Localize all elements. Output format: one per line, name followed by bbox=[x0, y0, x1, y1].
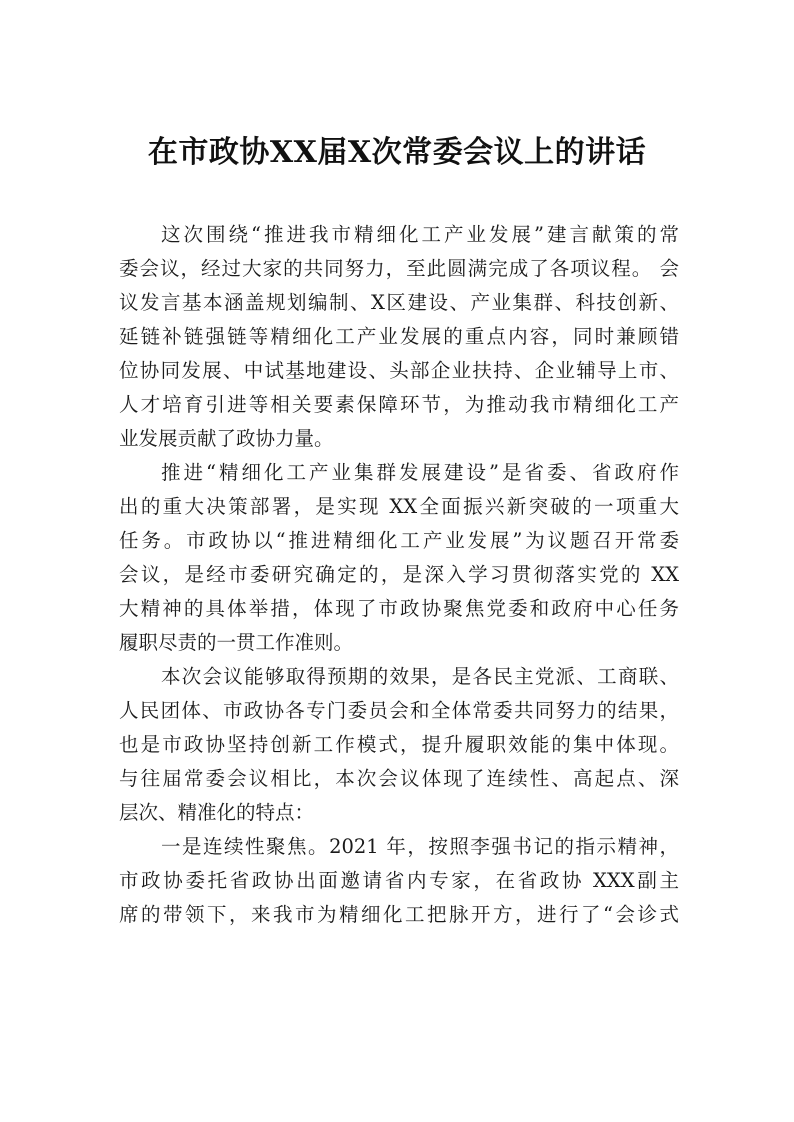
text-line: 任务。市政协以“推进精细化工产业发展”为议题召开常委 bbox=[119, 529, 679, 552]
text-line: 出的重大决策部署，是实现 XX全面振兴新突破的一项重大 bbox=[119, 495, 679, 518]
text-line: 位协同发展、中试基地建设、头部企业扶持、企业辅导上市、 bbox=[119, 359, 679, 382]
text-line: 延链补链强链等精细化工产业发展的重点内容，同时兼顾错 bbox=[119, 325, 679, 348]
text-line: 履职尽责的一贯工作准则。 bbox=[119, 631, 354, 654]
text-line: 与往届常委会议相比，本次会议体现了连续性、高起点、深 bbox=[119, 767, 679, 790]
text-line: 大精神的具体举措，体现了市政协聚焦党委和政府中心任务 bbox=[119, 597, 679, 620]
text-line: 这次围绕“推进我市精细化工产业发展”建言献策的常 bbox=[161, 223, 679, 246]
text-line: 议发言基本涵盖规划编制、X区建设、产业集群、科技创新、 bbox=[119, 291, 679, 314]
text-line: 层次、精准化的特点： bbox=[119, 801, 315, 824]
document-body bbox=[119, 218, 679, 932]
text-line: 也是市政协坚持创新工作模式，提升履职效能的集中体现。 bbox=[119, 733, 679, 756]
text-line: 会议，是经市委研究确定的，是深入学习贯彻落实党的 XX bbox=[119, 563, 679, 586]
text-line: 一是连续性聚焦。2021 年，按照李强书记的指示精神， bbox=[161, 835, 679, 858]
text-line: 人才培育引进等相关要素保障环节，为推动我市精细化工产 bbox=[119, 393, 679, 416]
text-line: 业发展贡献了政协力量。 bbox=[119, 427, 334, 450]
text-line: 市政协委托省政协出面邀请省内专家，在省政协 XXX副主 bbox=[119, 869, 679, 892]
text-line: 本次会议能够取得预期的效果，是各民主党派、工商联、 bbox=[161, 665, 679, 688]
document-title: 在市政协XX届X次常委会议上的讲话 bbox=[147, 135, 647, 170]
text-line: 人民团体、市政协各专门委员会和全体常委共同努力的结果， bbox=[119, 699, 679, 722]
text-line: 推进“精细化工产业集群发展建设”是省委、省政府作 bbox=[161, 461, 679, 484]
text-line: 席的带领下，来我市为精细化工把脉开方，进行了“会诊式 bbox=[119, 903, 679, 926]
text-line: 委会议，经过大家的共同努力，至此圆满完成了各项议程。 会 bbox=[119, 257, 679, 280]
